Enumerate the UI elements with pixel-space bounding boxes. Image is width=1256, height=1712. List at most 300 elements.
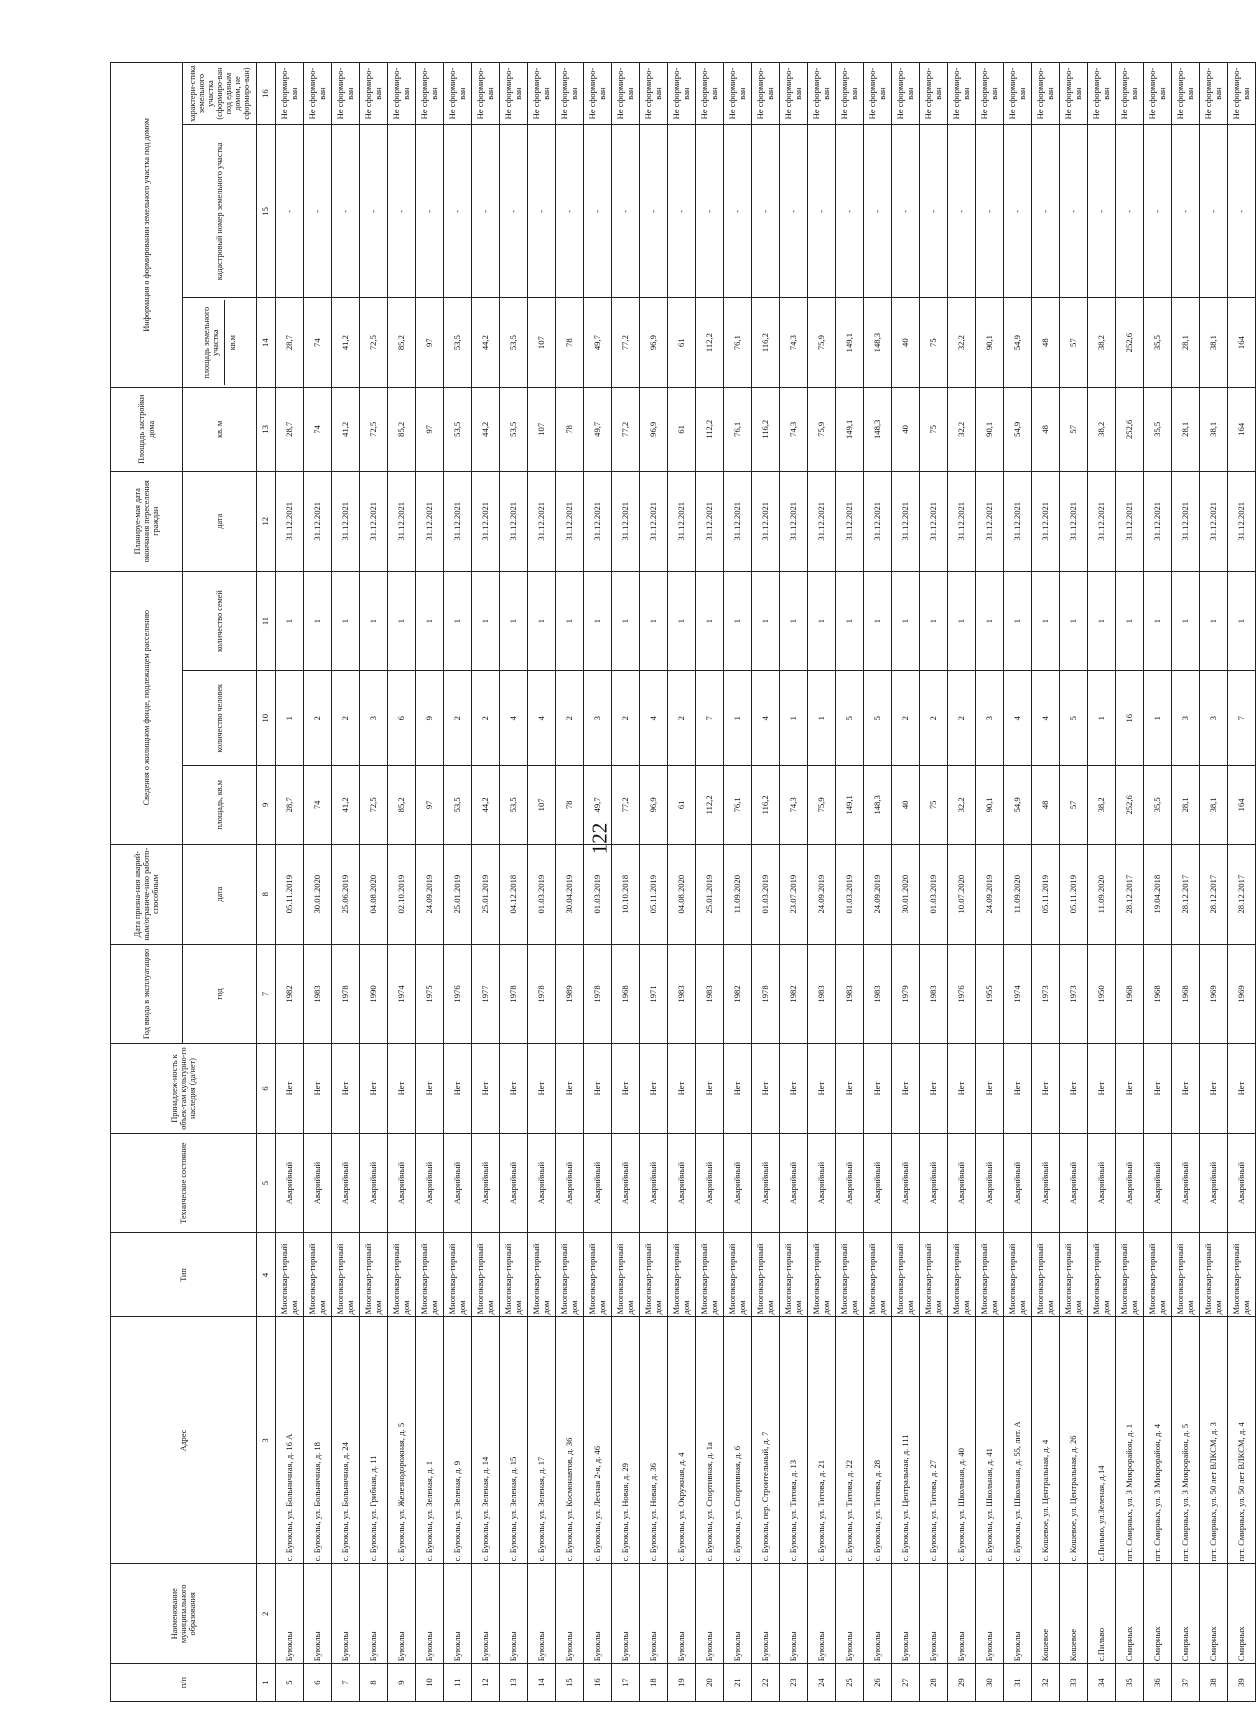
table-row — [500, 63, 528, 1702]
table-cell: 164 — [1228, 765, 1256, 844]
table-row — [640, 63, 668, 1702]
table-cell: Аварийный — [1200, 1133, 1228, 1233]
table-cell: с. Буюклы, ул. Центральная, д. 111 — [892, 1317, 920, 1564]
table-cell: 49,7 — [584, 387, 612, 471]
table-cell: Аварийный — [1032, 1133, 1060, 1233]
table-row — [388, 63, 416, 1702]
table-cell: - — [668, 125, 696, 298]
table-cell: Аварийный — [388, 1133, 416, 1233]
table-cell: Не сформиро-ван — [752, 63, 780, 125]
table-cell: 11.09.2020 — [1004, 844, 1032, 944]
table-cell: Многоквар-тирный дом — [1200, 1233, 1228, 1317]
table-cell: Не сформиро-ван — [528, 63, 556, 125]
table-cell: - — [976, 125, 1004, 298]
table-cell: 3 — [1172, 671, 1200, 766]
header-area: площадь, кв.м — [183, 765, 257, 844]
table-cell: 1 — [808, 571, 836, 671]
table-cell: 96,9 — [640, 387, 668, 471]
table-cell: 44,2 — [472, 298, 500, 387]
column-number-cell: 13 — [257, 387, 276, 471]
table-cell: 1 — [724, 671, 752, 766]
table-cell: 1978 — [752, 944, 780, 1044]
table-cell: 35,5 — [1144, 298, 1172, 387]
header-people: количество человек — [183, 671, 257, 766]
table-cell: с. Буюклы, ул. Зеленая, д. 15 — [500, 1317, 528, 1564]
table-cell: 16 — [1116, 671, 1144, 766]
table-row — [276, 63, 304, 1702]
header-land-area-unit: кв.м — [224, 300, 237, 384]
table-cell: 1973 — [1032, 944, 1060, 1044]
table-cell: Аварийный — [332, 1133, 360, 1233]
table-cell: с. Буюклы, ул. Титова, д. 21 — [808, 1317, 836, 1564]
table-cell: Многоквар-тирный дом — [472, 1233, 500, 1317]
table-body — [276, 63, 1256, 1702]
table-cell: Нет — [1032, 1044, 1060, 1133]
table-cell: - — [1228, 125, 1256, 298]
table-cell: Многоквар-тирный дом — [360, 1233, 388, 1317]
table-cell: Нет — [556, 1044, 584, 1133]
table-cell: 31.12.2021 — [1200, 471, 1228, 571]
table-row — [1004, 63, 1032, 1702]
table-cell: 75,9 — [808, 765, 836, 844]
table-cell: Не сформиро-ван — [724, 63, 752, 125]
table-row — [892, 63, 920, 1702]
table-cell: 30 — [976, 1664, 1004, 1702]
table-cell: 61 — [668, 298, 696, 387]
table-cell: Нет — [1088, 1044, 1116, 1133]
column-number-cell: 7 — [257, 944, 276, 1044]
table-cell: Не сформиро-ван — [668, 63, 696, 125]
table-cell: - — [752, 125, 780, 298]
column-number-cell: 3 — [257, 1317, 276, 1564]
table-cell: 31.12.2021 — [528, 471, 556, 571]
table-cell: Не сформиро-ван — [500, 63, 528, 125]
table-cell: Не сформиро-ван — [808, 63, 836, 125]
table-row — [948, 63, 976, 1702]
table-cell: 31.12.2021 — [752, 471, 780, 571]
table-cell: - — [1004, 125, 1032, 298]
table-cell: 5 — [276, 1664, 304, 1702]
table-cell: с. Буюклы, пер. Строительный, д. 7 — [752, 1317, 780, 1564]
table-cell: Буюклы — [808, 1564, 836, 1664]
header-type: Тип — [111, 1233, 257, 1317]
table-cell: с. Буюклы, ул. Титова, д. 27 — [920, 1317, 948, 1564]
table-cell: Аварийный — [556, 1133, 584, 1233]
table-cell: Не сформиро-ван — [360, 63, 388, 125]
table-cell: Не сформиро-ван — [584, 63, 612, 125]
table-cell: 10 — [416, 1664, 444, 1702]
table-cell: 1 — [500, 571, 528, 671]
table-cell: 1983 — [864, 944, 892, 1044]
table-cell: 112,2 — [696, 298, 724, 387]
table-cell: 77,2 — [612, 765, 640, 844]
table-cell: - — [920, 125, 948, 298]
table-cell: 107 — [528, 298, 556, 387]
table-cell: 116,2 — [752, 298, 780, 387]
header-build-area: кв. м — [183, 387, 257, 471]
table-cell: 38 — [1200, 1664, 1228, 1702]
table-cell: 25.01.2019 — [696, 844, 724, 944]
table-cell: 13 — [500, 1664, 528, 1702]
table-cell: Нет — [920, 1044, 948, 1133]
table-cell: 14 — [528, 1664, 556, 1702]
table-cell: 01.03.2019 — [920, 844, 948, 944]
table-cell: Многоквар-тирный дом — [696, 1233, 724, 1317]
table-cell: Буюклы — [948, 1564, 976, 1664]
table-cell: 112,2 — [696, 765, 724, 844]
table-cell: 1 — [472, 571, 500, 671]
table-cell: 75 — [920, 387, 948, 471]
table-cell: Нет — [1004, 1044, 1032, 1133]
table-cell: 28,1 — [1172, 387, 1200, 471]
table-cell: Аварийный — [976, 1133, 1004, 1233]
table-cell: Буюклы — [696, 1564, 724, 1664]
table-cell: 05.11.2019 — [1032, 844, 1060, 944]
table-cell: с. Буюклы, ул. Титова, д. 28 — [864, 1317, 892, 1564]
table-cell: 2 — [472, 671, 500, 766]
table-cell: Аварийный — [948, 1133, 976, 1233]
table-cell: с. Буюклы, ул. Школьная, д. 41 — [976, 1317, 1004, 1564]
table-cell: Нет — [500, 1044, 528, 1133]
table-cell: 53,5 — [444, 387, 472, 471]
table-cell: 4 — [500, 671, 528, 766]
table-cell: Нет — [276, 1044, 304, 1133]
table-cell: 3 — [584, 671, 612, 766]
table-cell: 78 — [556, 298, 584, 387]
table-cell: 2 — [556, 671, 584, 766]
table-cell: 31.12.2021 — [836, 471, 864, 571]
table-cell: Буюклы — [556, 1564, 584, 1664]
table-cell: - — [556, 125, 584, 298]
table-cell: 1979 — [892, 944, 920, 1044]
table-cell: Не сформиро-ван — [388, 63, 416, 125]
table-cell: Буюклы — [724, 1564, 752, 1664]
table-cell: Аварийный — [1228, 1133, 1256, 1233]
table-cell: 1982 — [276, 944, 304, 1044]
table-cell: Смирных — [1228, 1564, 1256, 1664]
table-cell: Буюклы — [416, 1564, 444, 1664]
table-cell: Не сформиро-ван — [612, 63, 640, 125]
table-cell: 1 — [388, 571, 416, 671]
table-cell: 01.03.2019 — [584, 844, 612, 944]
table-cell: Не сформиро-ван — [332, 63, 360, 125]
table-cell: 31.12.2021 — [640, 471, 668, 571]
table-cell: 25.01.2019 — [444, 844, 472, 944]
table-cell: 20 — [696, 1664, 724, 1702]
table-cell: Буюклы — [528, 1564, 556, 1664]
table-cell: Многоквар-тирный дом — [500, 1233, 528, 1317]
table-cell: 1 — [1088, 671, 1116, 766]
table-cell: 32,2 — [948, 387, 976, 471]
table-cell: 01.03.2019 — [836, 844, 864, 944]
table-cell: с. Буюклы, ул. Спортивная, д. 1а — [696, 1317, 724, 1564]
table-cell: Аварийный — [584, 1133, 612, 1233]
table-cell: 24.09.2019 — [416, 844, 444, 944]
table-cell: 1983 — [808, 944, 836, 1044]
column-number-cell: 9 — [257, 765, 276, 844]
table-cell: Не сформиро-ван — [1060, 63, 1088, 125]
table-cell: 90,1 — [976, 298, 1004, 387]
table-cell: 04.08.2020 — [360, 844, 388, 944]
table-cell: 1982 — [724, 944, 752, 1044]
table-cell: Кошевое — [1032, 1564, 1060, 1664]
table-cell: 24.09.2019 — [864, 844, 892, 944]
table-cell: 31.12.2021 — [556, 471, 584, 571]
table-cell: 38,2 — [1088, 298, 1116, 387]
table-cell: с. Кошевое, ул. Центральная, д. 4 — [1032, 1317, 1060, 1564]
table-cell: - — [332, 125, 360, 298]
table-cell: 96,9 — [640, 298, 668, 387]
table-cell: 76,1 — [724, 298, 752, 387]
table-cell: - — [1172, 125, 1200, 298]
table-cell: 1 — [1172, 571, 1200, 671]
table-cell: 44,2 — [472, 387, 500, 471]
table-cell: Буюклы — [304, 1564, 332, 1664]
table-cell: 252,6 — [1116, 298, 1144, 387]
table-cell: Буюклы — [332, 1564, 360, 1664]
table-cell: 28.12.2017 — [1116, 844, 1144, 944]
table-cell: 40 — [892, 387, 920, 471]
table-cell: Аварийный — [836, 1133, 864, 1233]
table-cell: Многоквар-тирный дом — [584, 1233, 612, 1317]
table-cell: с. Буюклы, ул. Железнодорожная, д. 5 — [388, 1317, 416, 1564]
column-number-cell: 16 — [257, 63, 276, 125]
header-condition: Техническое состояние — [111, 1133, 257, 1233]
table-cell: 31.12.2021 — [332, 471, 360, 571]
table-cell: Не сформиро-ван — [976, 63, 1004, 125]
table-cell: - — [276, 125, 304, 298]
table-row — [752, 63, 780, 1702]
table-cell: - — [808, 125, 836, 298]
table-cell: Не сформиро-ван — [1032, 63, 1060, 125]
header-idx: п/п — [111, 1664, 257, 1702]
table-cell: Не сформиро-ван — [1088, 63, 1116, 125]
table-cell: 30.01.2020 — [304, 844, 332, 944]
table-cell: Нет — [1200, 1044, 1228, 1133]
table-cell: Многоквар-тирный дом — [388, 1233, 416, 1317]
header-date-group: Дата призна-ния аварий-ным/ограниче-нно работо-способным — [111, 844, 183, 944]
table-cell: 149,1 — [836, 765, 864, 844]
table-cell: 1955 — [976, 944, 1004, 1044]
table-row — [584, 63, 612, 1702]
column-number-cell: 1 — [257, 1664, 276, 1702]
table-cell: с. Буюклы, ул. Зеленая, д. 17 — [528, 1317, 556, 1564]
table-row — [528, 63, 556, 1702]
table-cell: 22 — [752, 1664, 780, 1702]
table-cell: 85,2 — [388, 387, 416, 471]
table-cell: Нет — [472, 1044, 500, 1133]
table-cell: 1 — [640, 571, 668, 671]
table-cell: 41,2 — [332, 387, 360, 471]
table-cell: Буюклы — [864, 1564, 892, 1664]
table-cell: - — [696, 125, 724, 298]
table-cell: Смирных — [1200, 1564, 1228, 1664]
table-cell: 149,1 — [836, 298, 864, 387]
table-cell: 1 — [304, 571, 332, 671]
table-cell: 78 — [556, 387, 584, 471]
table-cell: 75 — [920, 765, 948, 844]
header-land-area-group: площадь земельного участка — [202, 306, 221, 379]
table-cell: Нет — [696, 1044, 724, 1133]
table-cell: 7 — [1228, 671, 1256, 766]
table-cell: Буюклы — [920, 1564, 948, 1664]
table-cell: 85,2 — [388, 765, 416, 844]
table-cell: Многоквар-тирный дом — [864, 1233, 892, 1317]
table-cell: 1 — [584, 571, 612, 671]
table-cell: 1990 — [360, 944, 388, 1044]
table-cell: Многоквар-тирный дом — [1032, 1233, 1060, 1317]
table-cell: с. Буюклы, ул. Новая, д. 29 — [612, 1317, 640, 1564]
table-cell: Многоквар-тирный дом — [332, 1233, 360, 1317]
header-heritage: Принадлеж-ность к объек-там культурно-го наследия (да/нет) — [111, 1044, 257, 1133]
column-number-cell: 4 — [257, 1233, 276, 1317]
table-cell: 48 — [1032, 765, 1060, 844]
table-cell: 49,7 — [584, 765, 612, 844]
table-cell: с. Буюклы, ул. Космонавтов, д. 36 — [556, 1317, 584, 1564]
table-cell: 11 — [444, 1664, 472, 1702]
table-cell: 77,2 — [612, 298, 640, 387]
header-land-group: Информация о формировании земельного участка под домом — [111, 63, 183, 388]
table-cell: 1974 — [388, 944, 416, 1044]
column-number-cell: 2 — [257, 1564, 276, 1664]
table-cell: 1971 — [640, 944, 668, 1044]
table-cell: Нет — [976, 1044, 1004, 1133]
table-cell: - — [724, 125, 752, 298]
table-cell: 53,5 — [444, 765, 472, 844]
table-cell: Нет — [752, 1044, 780, 1133]
table-cell: 61 — [668, 387, 696, 471]
table-cell: пгт. Смирных, ул. 50 лет ВЛКСМ, д. 4 — [1228, 1317, 1256, 1564]
table-cell: 1983 — [920, 944, 948, 1044]
table-cell: - — [612, 125, 640, 298]
table-cell: 53,5 — [500, 765, 528, 844]
table-cell: Многоквар-тирный дом — [612, 1233, 640, 1317]
table-cell: Нет — [360, 1044, 388, 1133]
table-cell: 35,5 — [1144, 765, 1172, 844]
table-cell: с. Буюклы, ул. Школьная, д. 40 — [948, 1317, 976, 1564]
column-number-cell: 14 — [257, 298, 276, 387]
table-cell: Нет — [948, 1044, 976, 1133]
table-cell: 18 — [640, 1664, 668, 1702]
table-cell: 31.12.2021 — [584, 471, 612, 571]
table-cell: Не сформиро-ван — [640, 63, 668, 125]
table-cell: Многоквар-тирный дом — [752, 1233, 780, 1317]
table-cell: с. Буюклы, ул. Больничная, д. 18 — [304, 1317, 332, 1564]
table-cell: Аварийный — [724, 1133, 752, 1233]
table-cell: Смирных — [1172, 1564, 1200, 1664]
table-cell: с. Буюклы, ул. Спортивная, д. 6 — [724, 1317, 752, 1564]
table-cell: 17 — [612, 1664, 640, 1702]
table-cell: Буюклы — [1004, 1564, 1032, 1664]
table-cell: Многоквар-тирный дом — [1060, 1233, 1088, 1317]
table-cell: 4 — [1004, 671, 1032, 766]
table-cell: 4 — [640, 671, 668, 766]
table-cell: 5 — [836, 671, 864, 766]
table-cell: Нет — [808, 1044, 836, 1133]
table-cell: Многоквар-тирный дом — [1088, 1233, 1116, 1317]
table-cell: пгт. Смирных, ул. 3 Микрорайон, д. 5 — [1172, 1317, 1200, 1564]
table-cell: 4 — [528, 671, 556, 766]
table-cell: 25.06.2019 — [332, 844, 360, 944]
table-cell: 30.01.2020 — [892, 844, 920, 944]
table-cell: Многоквар-тирный дом — [528, 1233, 556, 1317]
table-cell: 48 — [1032, 387, 1060, 471]
table-cell: - — [444, 125, 472, 298]
table-cell: 1983 — [304, 944, 332, 1044]
table-cell: 4 — [1032, 671, 1060, 766]
table-cell: 1 — [360, 571, 388, 671]
table-cell: 31.12.2021 — [304, 471, 332, 571]
header-land-char: характери-стика земельного участка (сформиро-ван под единым домом, не сформиро-ван) — [183, 63, 257, 125]
table-header — [111, 63, 276, 1702]
table-cell: 21 — [724, 1664, 752, 1702]
table-cell: 97 — [416, 765, 444, 844]
table-cell: 1978 — [528, 944, 556, 1044]
table-cell: Нет — [1116, 1044, 1144, 1133]
table-cell: 26 — [864, 1664, 892, 1702]
table-cell: - — [1032, 125, 1060, 298]
table-cell: с. Буюклы, ул. Титова, д. 13 — [780, 1317, 808, 1564]
table-cell: - — [780, 125, 808, 298]
table-cell: Не сформиро-ван — [416, 63, 444, 125]
table-row — [360, 63, 388, 1702]
table-cell: 76,1 — [724, 387, 752, 471]
table-row — [780, 63, 808, 1702]
table-cell: 23 — [780, 1664, 808, 1702]
table-cell: 1 — [416, 571, 444, 671]
table-cell: 28 — [920, 1664, 948, 1702]
table-row — [1228, 63, 1256, 1702]
table-cell: 2 — [892, 671, 920, 766]
table-cell: Аварийный — [1172, 1133, 1200, 1233]
table-cell: 97 — [416, 298, 444, 387]
table-cell: 31.12.2021 — [696, 471, 724, 571]
table-cell: Аварийный — [528, 1133, 556, 1233]
table-cell: Нет — [640, 1044, 668, 1133]
table-cell: Нет — [724, 1044, 752, 1133]
table-cell: - — [360, 125, 388, 298]
table-cell: 2 — [668, 671, 696, 766]
table-cell: 9 — [388, 1664, 416, 1702]
table-cell: 28,7 — [276, 387, 304, 471]
table-cell: 97 — [416, 387, 444, 471]
table-cell: 31 — [1004, 1664, 1032, 1702]
table-cell: Аварийный — [1060, 1133, 1088, 1233]
header-planned-date: дата — [183, 471, 257, 571]
table-cell: Многоквар-тирный дом — [1116, 1233, 1144, 1317]
table-cell: с. Буюклы, ул. Лесная 2-я, д. 46 — [584, 1317, 612, 1564]
table-cell: 164 — [1228, 387, 1256, 471]
table-cell: 90,1 — [976, 765, 1004, 844]
table-cell: Не сформиро-ван — [1172, 63, 1200, 125]
table-cell: 2 — [304, 671, 332, 766]
table-cell: Буюклы — [444, 1564, 472, 1664]
table-cell: с. Буюклы, ул. Больничная, д. 24 — [332, 1317, 360, 1564]
table-cell: 1 — [780, 671, 808, 766]
table-row — [696, 63, 724, 1702]
table-cell: 31.12.2021 — [724, 471, 752, 571]
table-cell: Буюклы — [276, 1564, 304, 1664]
table-cell: 28,7 — [276, 765, 304, 844]
table-cell: Буюклы — [640, 1564, 668, 1664]
table-cell: Многоквар-тирный дом — [416, 1233, 444, 1317]
table-cell: 1 — [1116, 571, 1144, 671]
table-cell: 1974 — [1004, 944, 1032, 1044]
table-row — [1200, 63, 1228, 1702]
table-cell: 1978 — [332, 944, 360, 1044]
column-number-cell: 15 — [257, 125, 276, 298]
table-cell: 74 — [304, 765, 332, 844]
